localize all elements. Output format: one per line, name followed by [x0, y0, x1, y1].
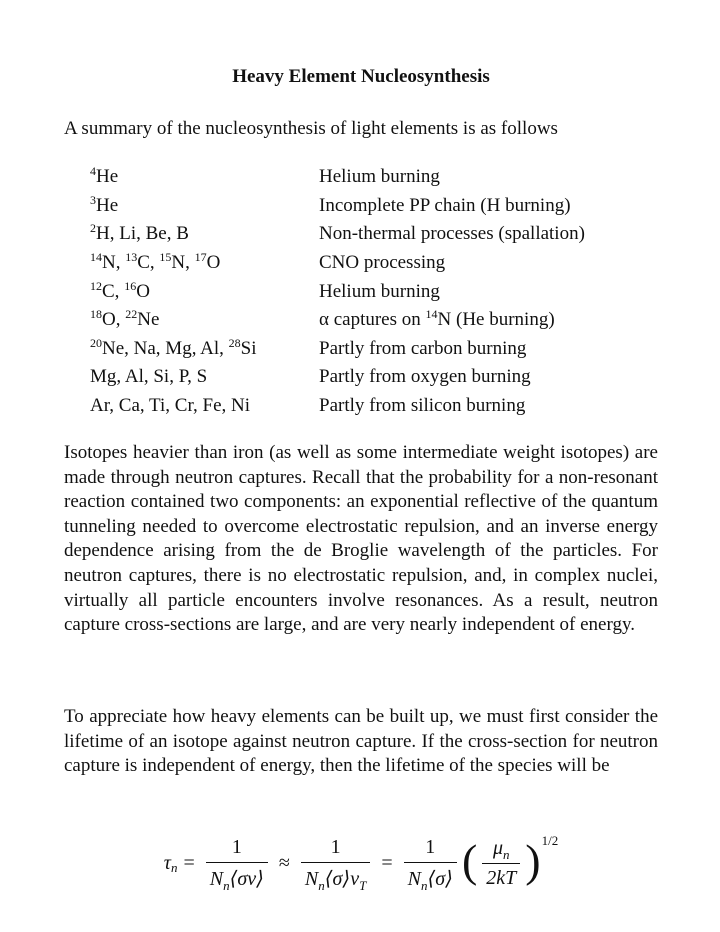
cell-text: Mg, Al, Si, P, S [90, 366, 208, 388]
eq-fraction-4 [482, 837, 520, 890]
eq-tau: τ [163, 851, 171, 874]
table-row [90, 335, 585, 364]
cell-text: N (He burning) [437, 309, 555, 331]
eq-fraction-3 [404, 836, 457, 891]
mass-number: 14 [90, 250, 102, 265]
eq-exponent: 1/2 [541, 833, 559, 848]
eq-tau-sub: n [170, 860, 178, 875]
cell-text: Helium burning [319, 166, 440, 188]
eq-equals-2: = [381, 851, 393, 874]
eq-frac3-numerator: 1 [425, 835, 436, 858]
isotopes-cell [90, 192, 319, 221]
cell-text: Non-thermal processes (spallation) [319, 223, 585, 245]
cell-text: O [206, 252, 221, 274]
cell-text: Ar, Ca, Ti, Cr, Fe, Ni [90, 395, 251, 417]
isotopes-cell [90, 335, 319, 364]
intro-sentence: A summary of the nucleosynthesis of light elements is as follows [64, 118, 558, 139]
isotopes-cell [90, 277, 319, 306]
eq-paren-open: ( [461, 835, 478, 886]
lifetime-equation [64, 818, 658, 908]
mass-number: 2 [90, 221, 96, 236]
isotopes-cell [90, 363, 319, 392]
isotopes-cell [90, 249, 319, 278]
cell-text: N, [102, 252, 126, 274]
eq-equals-1: = [183, 851, 195, 874]
cell-text: Si [240, 337, 257, 359]
mass-number: 3 [90, 192, 96, 207]
mass-number: 28 [228, 335, 241, 350]
isotopes-cell [90, 392, 319, 421]
mass-number: 14 [425, 307, 438, 322]
process-cell [319, 220, 585, 249]
eq-frac4-numerator: $\mu_n$ [492, 836, 510, 862]
cell-text: O [136, 280, 150, 302]
eq-frac1-denominator: $N_n⟨\sigma v⟩$ [206, 862, 268, 891]
eq-frac2-numerator: 1 [330, 835, 341, 858]
cell-text: Ne [137, 309, 160, 331]
eq-paren-close: ) [525, 835, 541, 886]
cell-text: CNO processing [319, 252, 446, 274]
eq-frac4-denominator: 2kT [482, 863, 520, 890]
process-cell [319, 363, 585, 392]
paragraph-lifetime: To appreciate how heavy elements can be built up, we must first consider the lifetime of an isotope against neutron capture. If the cross-section for neutron capture is independent of energy, then the lifetime of the species will be [64, 706, 658, 777]
eq-frac2-denominator: $N_n⟨\sigma⟩v_T$ [301, 862, 370, 891]
cell-text: Ne, Na, Mg, Al, [102, 337, 229, 359]
table-row [90, 163, 585, 192]
table-row [90, 392, 585, 421]
process-cell [319, 277, 585, 306]
cell-text: Helium burning [319, 280, 440, 302]
process-cell [319, 306, 585, 335]
isotopes-cell [90, 220, 319, 249]
eq-approx: ≈ [278, 851, 290, 874]
mass-number: 12 [90, 278, 102, 293]
paragraph-neutron-captures: Isotopes heavier than iron (as well as some intermediate weight isotopes) are made through neutron captures. Recall that the probability for a non-resonant reaction contained two components: an exponential reflective of the quantum tunneling needed to overcome electrostatic repulsion, and an inverse energy dependence arising from the de Broglie wavelength of the particles. For neutron captures, there is no electrostatic repulsion, and, in complex nuclei, virtually all particle encounters involve resonances. As a result, neutron capture cross-sections are large, and are very nearly independent of energy. [64, 442, 658, 636]
table-row [90, 192, 585, 221]
process-cell [319, 249, 585, 278]
eq-fraction-1 [206, 836, 268, 891]
mass-number: 4 [90, 164, 96, 179]
isotopes-cell [90, 163, 319, 192]
mass-number: 17 [194, 250, 207, 265]
process-cell [319, 192, 585, 221]
cell-text: C, [102, 280, 125, 302]
mass-number: 18 [90, 307, 102, 322]
cell-text: O, [102, 309, 126, 331]
process-cell [319, 392, 585, 421]
cell-text: C, [137, 252, 160, 274]
table-row [90, 306, 585, 335]
eq-fraction-2 [301, 836, 370, 891]
mass-number: 13 [125, 250, 138, 265]
table-row [90, 277, 585, 306]
isotopes-cell [90, 306, 319, 335]
mass-number: 16 [124, 278, 137, 293]
cell-text: Partly from carbon burning [319, 337, 527, 359]
cell-text: Partly from oxygen burning [319, 366, 531, 388]
table-row [90, 363, 585, 392]
table-row [90, 249, 585, 278]
cell-text: Incomplete PP chain (H burning) [319, 194, 571, 216]
mass-number: 22 [125, 307, 138, 322]
cell-text: Partly from silicon burning [319, 395, 526, 417]
cell-text: α captures on [319, 309, 426, 331]
section-title: Heavy Element Nucleosynthesis [232, 66, 490, 87]
eq-frac1-numerator: 1 [231, 835, 242, 858]
mass-number: 20 [90, 335, 102, 350]
mass-number: 15 [159, 250, 172, 265]
cell-text: N, [171, 252, 195, 274]
cell-text: He [96, 166, 119, 188]
process-cell [319, 163, 585, 192]
process-cell [319, 335, 585, 364]
eq-frac3-denominator: $N_n⟨\sigma⟩$ [404, 862, 457, 891]
table-row [90, 220, 585, 249]
cell-text: He [96, 194, 119, 216]
cell-text: H, Li, Be, B [96, 223, 189, 245]
nucleosynthesis-table [90, 163, 585, 420]
